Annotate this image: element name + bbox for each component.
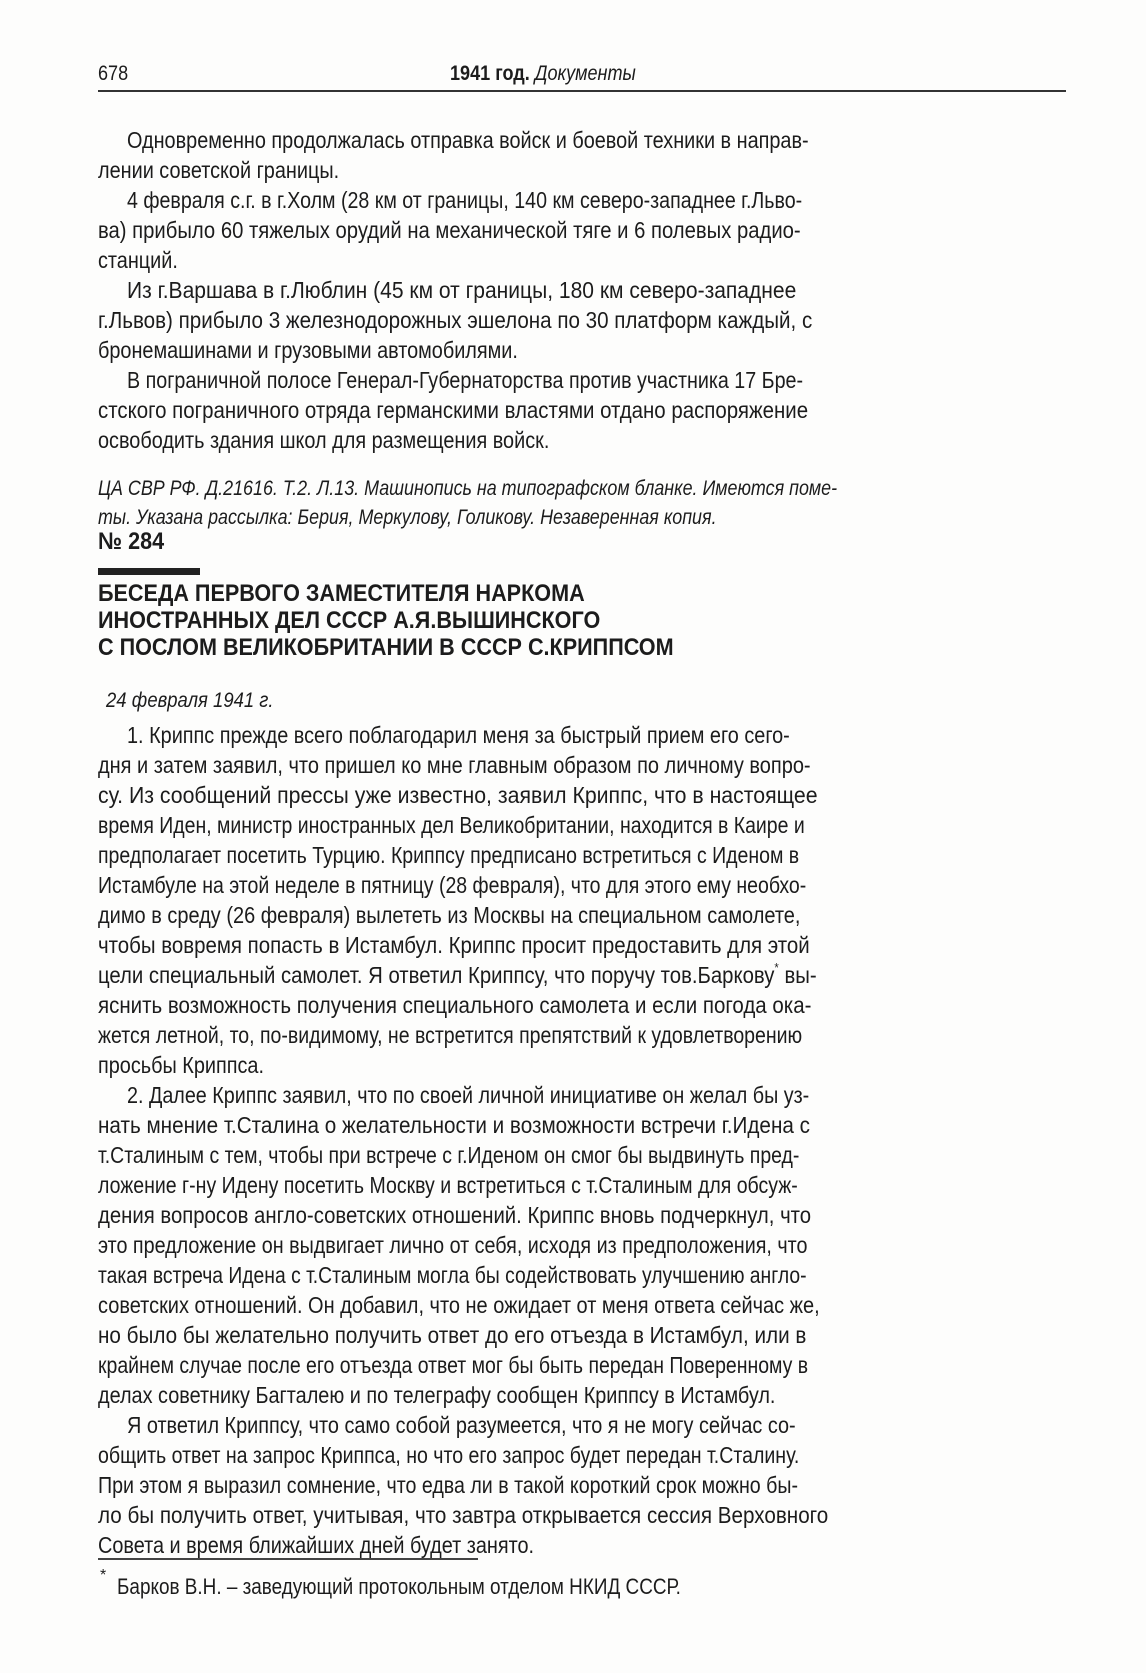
document-number-bar — [98, 568, 200, 575]
title-line: ИНОСТРАННЫХ ДЕЛ СССР А.Я.ВЫШИНСКОГО — [98, 607, 601, 634]
text-line: такая встреча Идена с т.Сталиным могла бы содействовать улучшению англо- — [98, 1262, 807, 1288]
running-title-section: Документы — [534, 62, 636, 85]
title-line: БЕСЕДА ПЕРВОГО ЗАМЕСТИТЕЛЯ НАРКОМА — [98, 580, 585, 607]
text-line: просьбы Криппса. — [98, 1052, 264, 1078]
text-line: димо в среду (26 февраля) вылететь из Москвы на специальном самолете, — [98, 902, 801, 928]
document-number: № 284 — [98, 528, 165, 555]
text-line: ло бы получить ответ, учитывая, что завтра открывается сессия Верховного — [98, 1502, 829, 1528]
text-line: чтобы вовремя попасть в Истамбул. Криппс просит предоставить для этой — [98, 932, 810, 958]
footnote-marker[interactable]: * — [774, 960, 779, 975]
text-line: но было бы желательно получить ответ до его отъезда в Истамбул, или в — [98, 1322, 807, 1348]
text-line: При этом я выразил сомнение, что едва ли в такой короткий срок можно бы- — [98, 1472, 799, 1498]
text-line-part: цели специальный самолет. Я ответил Криппсу, что поручу тов.Баркову — [98, 962, 775, 988]
text-line: нать мнение т.Сталина о желательности и возможности встречи г.Идена с — [98, 1112, 810, 1138]
text-line: Совета и время ближайших дней будет занято. — [98, 1532, 535, 1558]
text-line-part: вы- — [778, 962, 817, 988]
footnote-mark: * — [100, 1567, 107, 1584]
document-date: 24 февраля 1941 г. — [106, 689, 274, 712]
text-line: ложение г-ну Идену посетить Москву и встретиться с т.Сталиным для обсуж- — [98, 1172, 798, 1198]
text-line: дня и затем заявил, что пришел ко мне главным образом по личному вопро- — [98, 752, 811, 778]
text-line: освободить здания школ для размещения войск. — [98, 427, 550, 453]
text-line: делах советнику Багталею и по телеграфу сообщен Криппсу в Истамбул. — [98, 1382, 776, 1408]
footnote-rule — [98, 1558, 478, 1560]
text-line: советских отношений. Он добавил, что не ожидает от меня ответа сейчас же, — [98, 1292, 820, 1318]
text-line: время Иден, министр иностранных дел Великобритании, находится в Каире и — [98, 812, 805, 838]
text-line: Я ответил Криппсу, что само собой разумеется, что я не могу сейчас со- — [127, 1412, 796, 1438]
source-note-line: ты. Указана рассылка: Берия, Меркулову, Голикову. Незаверенная копия. — [98, 506, 717, 529]
text-line: стского пограничного отряда германскими властями отдано распоряжение — [98, 397, 809, 423]
text-line: су. Из сообщений прессы уже известно, заявил Криппс, что в настоящее — [98, 782, 818, 808]
title-line: С ПОСЛОМ ВЕЛИКОБРИТАНИИ В СССР С.КРИППСОМ — [98, 634, 674, 661]
text-line: общить ответ на запрос Криппса, но что его запрос будет передан т.Сталину. — [98, 1442, 800, 1468]
running-title — [450, 62, 636, 86]
text-line: бронемашинами и грузовыми автомобилями. — [98, 337, 518, 363]
text-line: т.Сталиным с тем, чтобы при встрече с г.Иденом он смог бы выдвинуть пред- — [98, 1142, 800, 1168]
running-head — [98, 62, 1066, 92]
text-line: Из г.Варшава в г.Люблин (45 км от границы, 180 км северо-западнее — [127, 277, 797, 303]
text-line: 1. Криппс прежде всего поблагодарил меня за быстрый прием его сего- — [127, 722, 790, 748]
text-line: г.Львов) прибыло 3 железнодорожных эшелона по 30 платформ каждый, с — [98, 307, 813, 333]
text-line: В пограничной полосе Генерал-Губернаторства против участника 17 Бре- — [127, 367, 804, 393]
text-line: Истамбуле на этой неделе в пятницу (28 февраля), что для этого ему необхо- — [98, 872, 807, 898]
page-number: 678 — [98, 62, 129, 85]
text-line: ва) прибыло 60 тяжелых орудий на механической тяге и 6 полевых радио- — [98, 217, 801, 243]
text-line: 2. Далее Криппс заявил, что по своей личной инициативе он желал бы уз- — [127, 1082, 810, 1108]
source-note-line: ЦА СВР РФ. Д.21616. Т.2. Л.13. Машинопись на типографском бланке. Имеются поме- — [98, 477, 838, 500]
text-line: жется летной, то, по-видимому, не встретится препятствий к удовлетворению — [98, 1022, 803, 1048]
text-line: яснить возможность получения специального самолета и если погода ока- — [98, 992, 812, 1018]
text-line: 4 февраля с.г. в г.Холм (28 км от границы, 140 км северо-западнее г.Льво- — [127, 187, 803, 213]
footnote-text: Барков В.Н. – заведующий протокольным отделом НКИД СССР. — [117, 1574, 681, 1599]
text-line: станций. — [98, 247, 178, 273]
text-line: предполагает посетить Турцию. Криппсу предписано встретиться с Иденом в — [98, 842, 800, 868]
text-line: лении советской границы. — [98, 157, 340, 183]
text-line-with-footnote — [98, 960, 817, 990]
text-line: крайнем случае после его отъезда ответ мог бы быть передан Поверенному в — [98, 1352, 809, 1378]
text-line: это предложение он выдвигает лично от себя, исходя из предположения, что — [98, 1232, 808, 1258]
header-rule — [98, 90, 1066, 92]
text-line: Одновременно продолжалась отправка войск и боевой техники в направ- — [127, 127, 809, 153]
running-title-year: 1941 год. — [450, 62, 530, 85]
text-line: дения вопросов англо-советских отношений. Криппс вновь подчеркнул, что — [98, 1202, 812, 1228]
